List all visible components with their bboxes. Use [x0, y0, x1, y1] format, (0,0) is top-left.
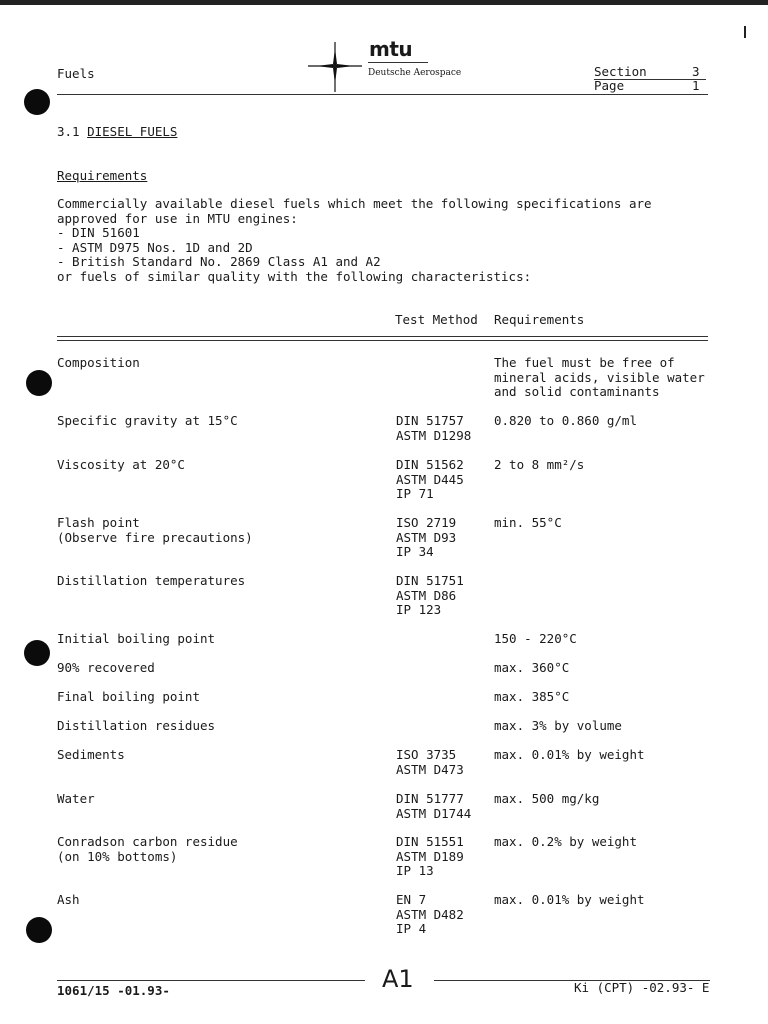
heading-title: DIESEL FUELS	[87, 124, 178, 139]
requirement-cell: max. 0.01% by weight	[494, 892, 645, 907]
method-cell: DIN 51757 ASTM D1298	[396, 413, 472, 443]
property-cell: Specific gravity at 15°C	[57, 413, 238, 428]
requirement-cell: max. 0.2% by weight	[494, 834, 637, 849]
method-cell: EN 7 ASTM D482 IP 4	[396, 892, 464, 936]
property-cell: Water	[57, 791, 95, 806]
punch-hole	[26, 370, 52, 396]
intro-line: - British Standard No. 2869 Class A1 and A2	[57, 254, 381, 269]
requirement-cell: max. 0.01% by weight	[494, 747, 645, 762]
property-cell: Distillation temperatures	[57, 573, 246, 588]
requirement-cell: max. 385°C	[494, 689, 570, 704]
property-cell: Viscosity at 20°C	[57, 457, 185, 472]
intro-line: - DIN 51601	[57, 225, 140, 240]
page-label: Page	[594, 78, 625, 93]
requirement-cell: min. 55°C	[494, 515, 562, 530]
column-header-test-method: Test Method	[395, 312, 478, 327]
section-label: Section	[594, 64, 647, 79]
intro-line: Commercially available diesel fuels which meet the following specifications are	[57, 196, 652, 211]
requirement-cell: max. 360°C	[494, 660, 570, 675]
footer-rule-left	[57, 980, 365, 981]
table-top-rule	[57, 336, 708, 337]
punch-hole	[26, 917, 52, 943]
requirement-cell: 0.820 to 0.860 g/ml	[494, 413, 637, 428]
property-cell: Distillation residues	[57, 718, 216, 733]
header-rule	[57, 94, 708, 95]
method-cell: DIN 51551 ASTM D189 IP 13	[396, 834, 464, 878]
property-cell: Initial boiling point	[57, 631, 216, 646]
method-cell: ISO 3735 ASTM D473	[396, 747, 464, 777]
footer-right: Ki (CPT) -02.93- E	[574, 980, 710, 995]
method-cell: DIN 51777 ASTM D1744	[396, 791, 472, 821]
method-cell: ISO 2719 ASTM D93 IP 34	[396, 515, 457, 559]
scan-mark	[744, 26, 746, 38]
punch-hole	[24, 640, 50, 666]
property-cell: Flash point (Observe fire precautions)	[57, 515, 253, 545]
header-title: Fuels	[57, 66, 95, 81]
intro-line: or fuels of similar quality with the following characteristics:	[57, 268, 532, 284]
property-cell: Composition	[57, 355, 140, 370]
requirement-cell: max. 500 mg/kg	[494, 791, 600, 806]
logo-subtitle: Deutsche Aerospace	[368, 68, 462, 78]
logo-cross-icon	[306, 40, 364, 94]
section-value: 3	[692, 64, 700, 79]
method-cell: DIN 51751 ASTM D86 IP 123	[396, 573, 464, 617]
property-cell: Ash	[57, 892, 80, 907]
section-heading	[57, 125, 177, 140]
footer-center-mark: A1	[382, 965, 414, 993]
requirements-heading: Requirements	[57, 168, 148, 183]
heading-number: 3.1	[57, 124, 80, 139]
punch-hole	[24, 89, 50, 115]
requirement-cell: 150 - 220°C	[494, 631, 577, 646]
footer-left: 1061/15 -01.93-	[57, 983, 170, 998]
scan-top-border	[0, 0, 768, 5]
requirement-cell: The fuel must be free of mineral acids, visible water and solid contaminants	[494, 355, 705, 399]
method-cell: DIN 51562 ASTM D445 IP 71	[396, 457, 464, 501]
property-cell: Final boiling point	[57, 689, 200, 704]
property-cell: 90% recovered	[57, 660, 155, 675]
table-top-rule-2	[57, 340, 708, 341]
requirement-cell: 2 to 8 mm²/s	[494, 457, 585, 472]
page-value: 1	[692, 78, 700, 93]
intro-line: approved for use in MTU engines:	[57, 210, 298, 226]
intro-line: - ASTM D975 Nos. 1D and 2D	[57, 239, 253, 255]
property-cell: Sediments	[57, 747, 125, 762]
requirement-cell: max. 3% by volume	[494, 718, 622, 733]
logo-rule	[368, 62, 428, 63]
property-cell: Conradson carbon residue (on 10% bottoms)	[57, 834, 238, 864]
logo-wordmark: mtu	[369, 37, 413, 61]
column-header-requirements: Requirements	[494, 312, 585, 327]
